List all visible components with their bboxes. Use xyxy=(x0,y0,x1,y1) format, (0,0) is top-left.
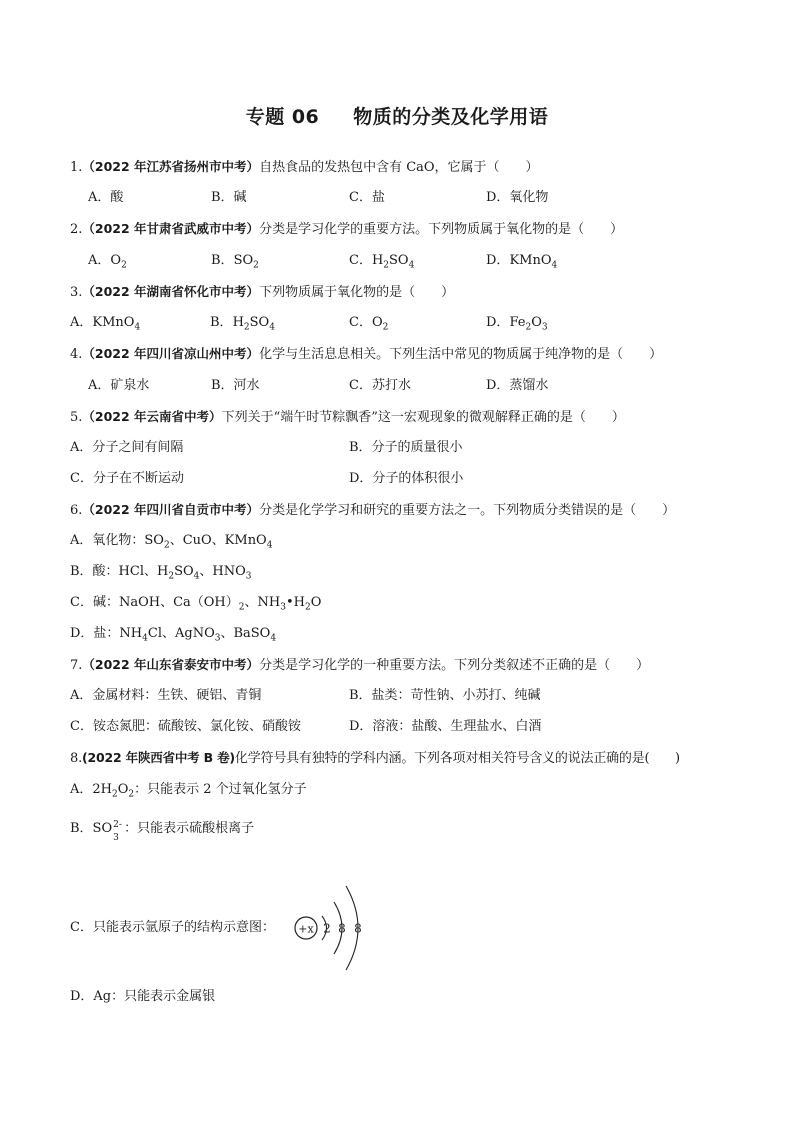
question-6-option-c: C．碱：NaOH、$Ca(OH)_2$、$NH_3•H_2O$ xyxy=(70,595,322,613)
option-d: D．分子的体积很小 xyxy=(349,471,464,486)
title-topic-number: 专题 06 xyxy=(245,106,320,128)
question-3-stem: 3.（2022 年湖南省怀化市中考）下列物质属于氧化物的是（ ） xyxy=(70,284,455,300)
question-4-stem: 4.（2022 年四川省凉山州中考）化学与生活息息相关。下列生活中常见的物质属于纯净物的是（ ） xyxy=(70,346,663,362)
option-d: D．溶液：盐酸、生理盐水、白酒 xyxy=(349,719,542,734)
shell-2-electrons: 8 xyxy=(338,921,346,936)
question-6-option-a: A．氧化物：$SO_2$、CuO、KMnO$_4$ xyxy=(70,533,273,551)
question-5-source: （2022 年云南省中考） xyxy=(82,409,222,424)
option-b: B．$H_2SO_4$ xyxy=(210,315,275,333)
question-7-source: （2022 年山东省泰安市中考） xyxy=(82,657,260,672)
question-8-option-d: D．Ag：只能表示金属银 xyxy=(70,989,216,1004)
question-8-source: (2022 年陕西省中考 B 卷) xyxy=(82,750,235,765)
option-b: B．盐类：苛性钠、小苏打、纯碱 xyxy=(349,688,541,703)
title-topic-name: 物质的分类及化学用语 xyxy=(353,106,549,128)
option-a: A．酸 xyxy=(88,190,124,205)
option-c: C．铵态氮肥：硫酸铵、氯化铵、硝酸铵 xyxy=(70,719,301,734)
option-d: D．$Fe_2O_3$ xyxy=(486,315,548,333)
option-d: D．氧化物 xyxy=(486,190,549,205)
question-6-option-d: D．盐：$NH_4Cl$、AgNO$_3$、BaSO$_4$ xyxy=(70,626,277,644)
option-a: A．$O_2$ xyxy=(88,253,127,271)
option-c: C．$H_2SO_4$ xyxy=(349,253,415,271)
option-d: D．蒸馏水 xyxy=(486,378,549,393)
option-a: A．分子之间有间隔 xyxy=(70,440,184,455)
question-4-source: （2022 年四川省凉山州中考） xyxy=(82,346,260,361)
page-title xyxy=(0,102,794,129)
option-c: C．分子在不断运动 xyxy=(70,471,184,486)
question-8-option-b: B．SO 2- 3 ：只能表示硫酸根离子 xyxy=(70,820,255,843)
question-2-stem: 2.（2022 年甘肃省武威市中考）分类是学习化学的重要方法。下列物质属于氧化物的是（ ） xyxy=(70,221,624,237)
option-a: A．矿泉水 xyxy=(88,378,150,393)
option-b: B．$SO_2$ xyxy=(211,253,259,271)
option-a: A．KMnO$_4$ xyxy=(70,315,141,333)
option-c: C．苏打水 xyxy=(349,378,411,393)
question-1-source: （2022 年江苏省扬州市中考） xyxy=(82,159,260,174)
argon-atom-structure-diagram xyxy=(292,880,372,976)
option-c: C．$O_2$ xyxy=(349,315,389,333)
option-b: B．河水 xyxy=(211,378,260,393)
question-3-source: （2022 年湖南省怀化市中考） xyxy=(82,284,260,299)
question-2-source: （2022 年甘肃省武威市中考） xyxy=(82,221,260,236)
option-b: B．碱 xyxy=(211,190,247,205)
option-c: C．盐 xyxy=(349,190,385,205)
shell-1-electrons: 2 xyxy=(323,921,331,936)
question-6-option-b: B．酸：HCl、$H_2SO_4$、$HNO_3$ xyxy=(70,564,252,582)
option-d: D．KMnO$_4$ xyxy=(486,253,558,271)
question-1-stem: 1.（2022 年江苏省扬州市中考）自热食品的发热包中含有 CaO，它属于（ ） xyxy=(70,159,539,175)
question-8-stem: 8.(2022 年陕西省中考 B 卷)化学符号具有独特的学科内涵。下列各项对相关符号含义的说法正确的是( ) xyxy=(70,750,680,766)
nucleus-label: +x xyxy=(298,922,314,936)
question-6-stem: 6.（2022 年四川省自贡市中考）分类是化学学习和研究的重要方法之一。下列物质分类错误的是（ ） xyxy=(70,502,676,518)
shell-3-electrons: 8 xyxy=(354,921,362,936)
question-8-option-a: A．$2H_2O_2$：只能表示 2 个过氧化氢分子 xyxy=(70,782,307,800)
question-6-source: （2022 年四川省自贡市中考） xyxy=(82,502,260,517)
option-b: B．分子的质量很小 xyxy=(349,440,463,455)
question-5-stem: 5.（2022 年云南省中考）下列关于“端午时节粽飘香”这一宏观现象的微观解释正确的是（ ） xyxy=(70,409,625,425)
option-a: A．金属材料：生铁、硬铝、青铜 xyxy=(70,688,262,703)
question-8-option-c: C．只能表示氩原子的结构示意图： xyxy=(70,920,275,935)
question-7-stem: 7.（2022 年山东省泰安市中考）分类是学习化学的一种重要方法。下列分类叙述不正确的是（ ） xyxy=(70,657,650,673)
